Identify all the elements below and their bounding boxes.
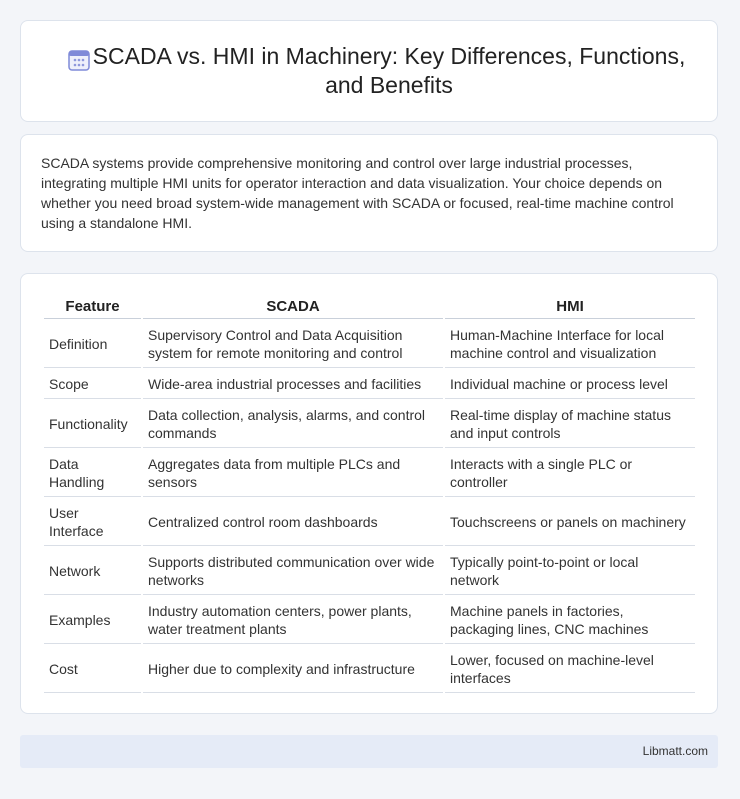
comparison-table: [42, 292, 697, 693]
feature-cell: Functionality: [44, 399, 141, 448]
feature-cell: Network: [44, 546, 141, 595]
scada-cell: Centralized control room dashboards: [143, 497, 443, 546]
table-row: [44, 644, 695, 693]
feature-cell: Definition: [44, 319, 141, 368]
hmi-cell: Interacts with a single PLC or controller: [445, 448, 695, 497]
feature-cell: User Interface: [44, 497, 141, 546]
hmi-cell: Real-time display of machine status and input controls: [445, 399, 695, 448]
footer-brand-link[interactable]: Libmatt.com: [642, 744, 708, 758]
header-feature: Feature: [44, 292, 141, 319]
page-title: SCADA vs. HMI in Machinery: Key Differences, Functions, and Benefits: [92, 43, 686, 98]
table-row: [44, 399, 695, 448]
table-row: [44, 497, 695, 546]
footer: [20, 735, 718, 768]
scada-cell: Aggregates data from multiple PLCs and sensors: [143, 448, 443, 497]
table-row: [44, 368, 695, 399]
comparison-table-card: [20, 273, 718, 714]
hmi-cell: Individual machine or process level: [445, 368, 695, 399]
table-header-row: [44, 292, 695, 319]
scada-cell: Higher due to complexity and infrastructure: [143, 644, 443, 693]
hmi-cell: Lower, focused on machine-level interfaces: [445, 644, 695, 693]
table-row: [44, 448, 695, 497]
scada-cell: Industry automation centers, power plants, water treatment plants: [143, 595, 443, 644]
feature-cell: Cost: [44, 644, 141, 693]
title-card: [20, 20, 718, 122]
header-scada: SCADA: [143, 292, 443, 319]
table-row: [44, 546, 695, 595]
scada-cell: Supports distributed communication over wide networks: [143, 546, 443, 595]
header-hmi: HMI: [445, 292, 695, 319]
hmi-cell: Touchscreens or panels on machinery: [445, 497, 695, 546]
calendar-icon: [66, 47, 92, 73]
feature-cell: Scope: [44, 368, 141, 399]
table-row: [44, 595, 695, 644]
hmi-cell: Typically point-to-point or local network: [445, 546, 695, 595]
hmi-cell: Machine panels in factories, packaging lines, CNC machines: [445, 595, 695, 644]
table-row: [44, 319, 695, 368]
summary-card: [20, 134, 718, 252]
scada-cell: Supervisory Control and Data Acquisition system for remote monitoring and control: [143, 319, 443, 368]
summary-text: SCADA systems provide comprehensive monitoring and control over large industrial processes, integrating multiple HMI units for operator interaction and data visualization. Your choice depends on whether you need broad system-wide management with SCADA or focused, real-time machine control using a standalone HMI.: [41, 155, 674, 231]
scada-cell: Wide-area industrial processes and facilities: [143, 368, 443, 399]
hmi-cell: Human-Machine Interface for local machine control and visualization: [445, 319, 695, 368]
feature-cell: Data Handling: [44, 448, 141, 497]
feature-cell: Examples: [44, 595, 141, 644]
scada-cell: Data collection, analysis, alarms, and control commands: [143, 399, 443, 448]
